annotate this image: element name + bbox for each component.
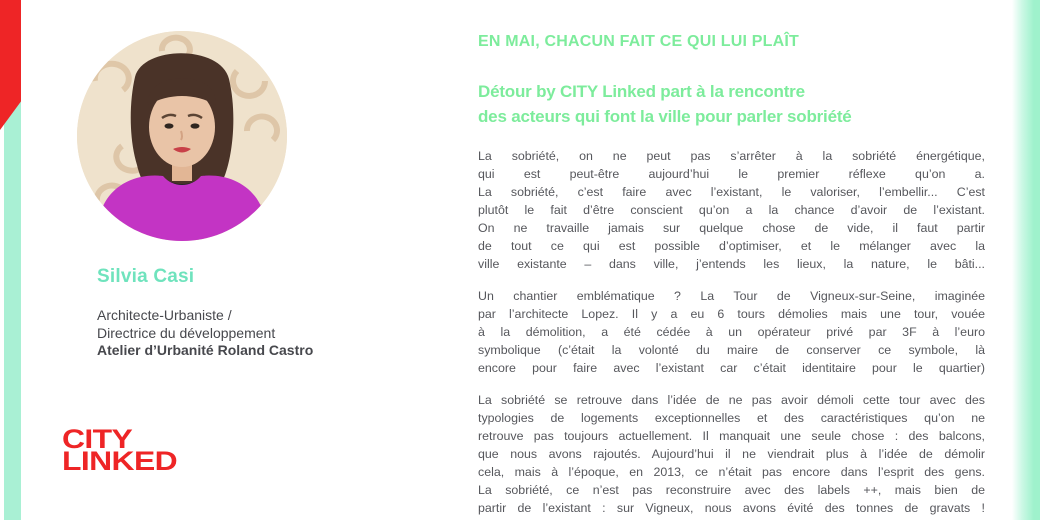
paragraph-line: encore pour faire avec l’existant car c’était identitaire pour le quartier)	[478, 361, 985, 375]
paragraph-line: La sobriété, on ne peut pas s’arrêter à la sobriété énergétique,	[478, 149, 985, 163]
person-role-block	[97, 307, 313, 360]
paragraph-line: On ne travaille jamais sur quelque chose de vide, il faut partir	[478, 221, 985, 235]
body-paragraph	[478, 391, 985, 517]
body-paragraph	[478, 147, 985, 273]
paragraph-line: La sobriété se retrouve dans l’idée de ne pas avoir démoli cette tour avec des	[478, 393, 985, 407]
paragraph-line: à la démolition, a été cédée à un opérateur privé par 3F à l’euro	[478, 325, 985, 339]
paragraph-line: partir de l’existant : sur Vigneux, nous avons évité des tonnes de gravats !	[478, 501, 985, 515]
paragraph-line: ville existante – dans ville, j’entends les lieux, la nature, le bâti...	[478, 257, 985, 271]
mint-left-bar	[4, 96, 21, 520]
paragraph-line: retrouve pas toujours actuellement. Il manquait une seule chose : des balcons,	[478, 429, 985, 443]
city-linked-logo	[62, 424, 178, 476]
mint-right-stripe	[1012, 0, 1040, 520]
portrait-illustration	[77, 31, 287, 241]
paragraph-line: La sobriété, c’est faire avec l’existant, le valoriser, l’embellir... C’est	[478, 185, 985, 199]
logo-line-linked: LINKED	[62, 445, 178, 476]
portrait-photo	[77, 31, 287, 241]
paragraph-line: plutôt le fait d’être conscient qu’on a la chance d’avoir de l’existant.	[478, 203, 985, 217]
person-organization: Atelier d’Urbanité Roland Castro	[97, 342, 314, 358]
paragraph-line: par l’architecte Lopez. Il y a eu 6 tours démolies mais une tour, vouée	[478, 307, 985, 321]
paragraph-line: Un chantier emblématique ? La Tour de Vigneux-sur-Seine, imaginée	[478, 289, 985, 303]
article-subtitle	[478, 79, 998, 129]
subtitle-line: des acteurs qui font la ville pour parler sobriété	[478, 107, 852, 126]
person-name: Silvia Casi	[97, 266, 195, 287]
article-body	[478, 147, 985, 520]
person-role-line: Directrice du développement	[97, 324, 276, 341]
person-role-line: Architecte-Urbaniste /	[97, 307, 232, 323]
subtitle-line: Détour by CITY Linked part à la rencontre	[478, 82, 805, 101]
body-paragraph	[478, 287, 985, 377]
paragraph-line: que nous avons rajoutés. Aujourd’hui il ne viendrait plus à l’idée de démolir	[478, 447, 985, 461]
logo-line-city: CITY	[62, 424, 133, 454]
paragraph-line: La sobriété, ce n’est pas reconstruire avec des labels ++, mais bien de	[478, 483, 985, 497]
paragraph-line: qui est peut-être aujourd’hui le premier réflexe qu’on a.	[478, 167, 985, 181]
paragraph-line: de tout ce qui est possible d’optimiser, et le mélanger avec la	[478, 239, 985, 253]
paragraph-line: symbolique (c’était la volonté du maire de conserver ce symbole, là	[478, 343, 985, 357]
paragraph-line: cela, mais à l’époque, en 2013, ce n’était pas encore dans l’esprit des gens.	[478, 465, 985, 479]
paragraph-line: typologies de logements exceptionnelles et des caractéristiques qu’on ne	[478, 411, 985, 425]
kicker-heading: EN MAI, CHACUN FAIT CE QUI LUI PLAÎT	[478, 33, 799, 50]
